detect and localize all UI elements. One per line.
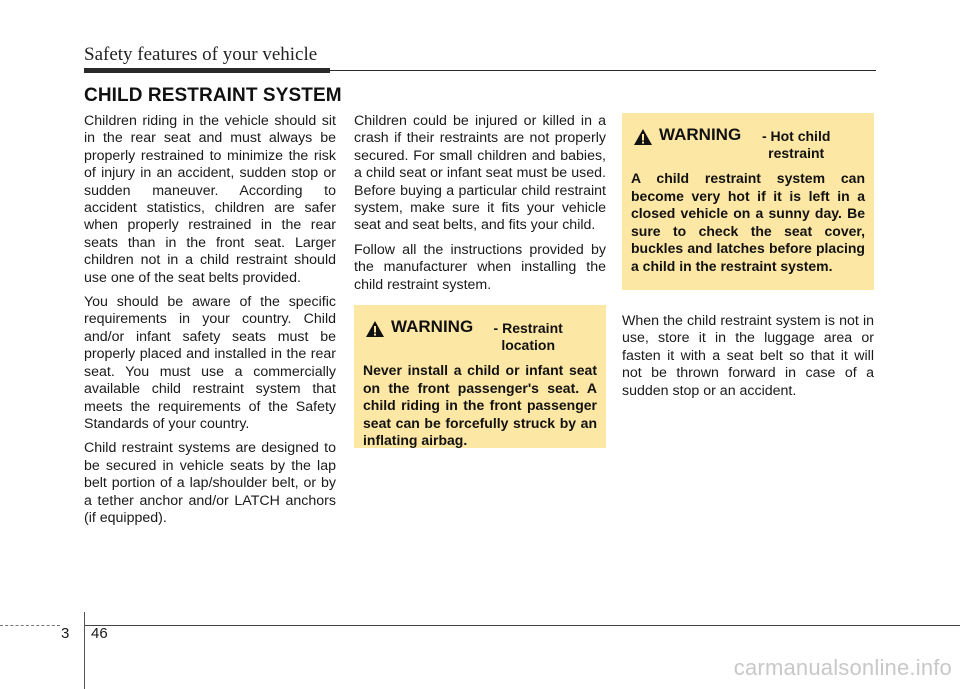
text-column-1 [84, 113, 336, 534]
footer-vertical-rule [84, 612, 85, 689]
page-header-title: Safety features of your vehicle [84, 44, 318, 65]
paragraph: When the child restraint system is not in use, store it in the luggage area or fasten it with a seat belt so that it will not be thrown forward in case of a sudden stop or an accident. [622, 313, 874, 399]
chapter-number: 3 [61, 625, 70, 642]
text-column-3 [622, 313, 874, 407]
warning-box-restraint-location [354, 305, 606, 448]
page-number: 46 [91, 625, 108, 642]
paragraph: Children riding in the vehicle should sit in the rear seat and must always be properly restrained to minimize the risk of injury in an accident, sudden stop or sudden maneuver. According to accident statistics, children are safer when properly restrained in the rear seats than in the front seat. Larger children not in a child restraint should use one of the seat belts provided. [84, 113, 336, 286]
section-title: CHILD RESTRAINT SYSTEM [84, 85, 342, 106]
footer-rule [84, 625, 960, 626]
header-rule-thin [330, 70, 876, 71]
warning-triangle-icon [365, 320, 385, 338]
warning-triangle-icon [633, 128, 653, 146]
warning-subtitle: - Restraint location [493, 320, 563, 353]
warning-header [363, 318, 597, 354]
paragraph: Children could be injured or killed in a crash if their restraints are not properly secured. For small children and babies, a child seat or infant seat must be used. Before buying a particular child restraint system, make sure it fits your vehicle seat and seat belts, and fits your child. [354, 113, 606, 234]
paragraph: You should be aware of the specific requirements in your country. Child and/or infant safety seats must be properly placed and installed in the rear seat. You must use a commercially available child restraint system that meets the requirements of the Safety Standards of your country. [84, 294, 336, 432]
warning-box-hot-restraint [622, 113, 874, 290]
paragraph: Child restraint systems are designed to be secured in vehicle seats by the lap belt portion of a lap/shoulder belt, or by a tether anchor and/or LATCH anchors (if equipped). [84, 440, 336, 526]
warning-label: WARNING [659, 125, 742, 144]
watermark: carmanualsonline.info [733, 655, 952, 680]
warning-text: A child restraint system can become very hot if it is left in a closed vehicle on a sunny day. Be sure to check the seat cover, buckles and latches before placing a child in the restraint system. [631, 170, 865, 274]
warning-subtitle: - Hot child restraint [761, 128, 831, 161]
warning-label: WARNING [391, 317, 474, 336]
text-column-2 [354, 113, 606, 301]
warning-text: Never install a child or infant seat on the front passenger's seat. A child riding in the front passenger seat can be forcefully struck by an inflating airbag. [363, 362, 597, 449]
footer-rule-left [0, 625, 60, 626]
header-rule-thick [84, 68, 330, 73]
warning-header [631, 126, 865, 162]
paragraph: Follow all the instructions provided by the manufacturer when installing the child restraint system. [354, 241, 606, 293]
